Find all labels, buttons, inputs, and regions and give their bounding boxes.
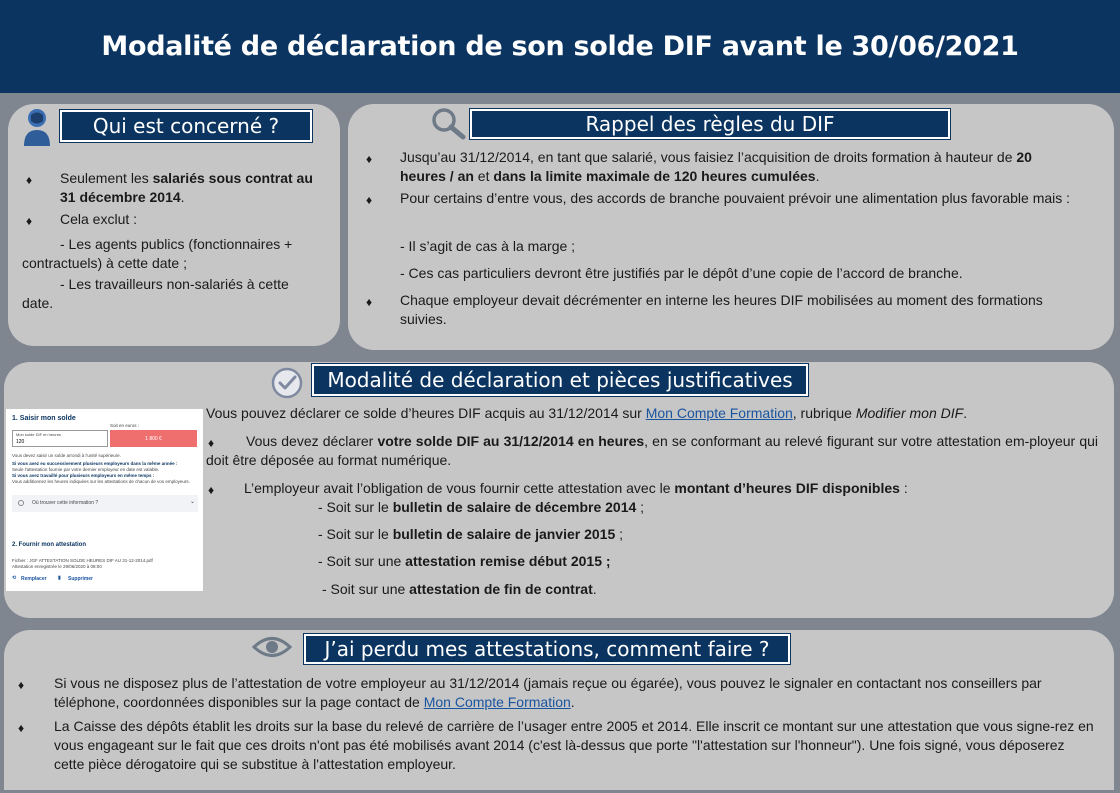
rappel-paragraph-2: Pour certains d’entre vous, des accords de branche pouvaient prévoir une alimentation plus favorable mais :: [400, 190, 1071, 206]
bullet-icon: ♦: [26, 173, 33, 187]
note-4: Si vous avez travaillé pour plusieurs employeurs en même temps :: [12, 473, 155, 478]
input-label: Mon solde DIF en heures: [16, 432, 61, 437]
bullet-icon: ♦: [18, 678, 25, 692]
eye-icon: [252, 634, 292, 660]
bullet-icon: ♦: [26, 214, 33, 228]
qui-paragraph-3: - Les agents publics (fonctionnaires + contractuels) à cette date ;: [22, 236, 293, 271]
note-2: Si vous avez eu successivement plusieurs employeurs dans la même année :: [12, 461, 178, 466]
perdu-paragraph-1: Si vous ne disposez plus de l’attestation de votre employeur au 31/12/2014 (jamais reçue ou égarée), vous pouvez le signaler en contactant nos conseillers par téléphone, coordonnées disponibles sur la page contact de Mon Compte Formation.: [54, 675, 1042, 710]
trash-icon: ▮: [58, 575, 61, 581]
replace-button[interactable]: Remplacer: [21, 576, 47, 582]
qui-paragraph-4: - Les travailleurs non-salariés à cette date.: [22, 276, 289, 311]
check-circle-icon: [270, 366, 304, 400]
rappel-paragraph-5: Chaque employeur devait décrémenter en interne les heures DIF mobilisées au moment des formations suivies.: [400, 292, 1043, 327]
form-screenshot: [6, 409, 203, 591]
info-icon: [18, 500, 24, 506]
magnifier-icon: [430, 106, 468, 140]
note-3: Seule l'attestation fournie par votre dernier employeur en date est valable.: [12, 467, 160, 472]
qui-paragraph-2: Cela exclut :: [60, 211, 138, 227]
bullet-icon: ♦: [366, 152, 373, 166]
modalite-intro: Vous pouvez déclarer ce solde d’heures DIF acquis au 31/12/2014 sur Mon Compte Formation, rubrique Modifier mon DIF.: [206, 405, 968, 421]
bullet-icon: ♦: [366, 193, 373, 207]
modalite-list-4: - Soit sur une attestation de fin de contrat.: [322, 581, 597, 597]
rappel-regles-title: Rappel des règles du DIF: [470, 109, 950, 139]
modalite-declaration-title: Modalité de déclaration et pièces justificatives: [312, 364, 808, 396]
qui-paragraph-1: Seulement les salariés sous contrat au 31 décembre 2014.: [60, 170, 313, 205]
step2-title: 2. Fournir mon attestation: [12, 542, 87, 548]
note-5: Vous additionnez les heures indiquées sur les attestations de chacun de vos employeurs.: [12, 479, 190, 484]
faq-label: Où trouver cette information ?: [32, 500, 99, 506]
page-title: Modalité de déclaration de son solde DIF avant le 30/06/2021: [101, 31, 1019, 62]
mon-compte-formation-link-2[interactable]: Mon Compte Formation: [423, 694, 571, 710]
rappel-paragraph-4: - Ces cas particuliers devront être justifiés par le dépôt d’une copie de l’accord de branche.: [400, 265, 963, 281]
modalite-bullet-1: Vous devez déclarer votre solde DIF au 31/12/2014 en heures, en se conformant au relevé figurant sur votre attestation em-ployeur qui doit être déposée au format numérique.: [206, 433, 1099, 468]
file-name: Fichier : JGF ATTESTATION SOLDE HEURES DIF AU 31-12-2014.pdf: [12, 558, 153, 563]
input-value: 120: [16, 439, 25, 445]
rappel-paragraph-1: Jusqu’au 31/12/2014, en tant que salarié, vous faisiez l’acquisition de droits formation à hauteur de 20 heures / an et dans la limite maximale de 120 heures cumulées.: [400, 149, 1032, 184]
mon-compte-formation-link[interactable]: Mon Compte Formation: [645, 405, 793, 421]
bullet-icon: ♦: [208, 436, 215, 450]
user-icon: [22, 106, 52, 146]
note-1: Vous devez saisir un solde arrondi à l'unité supérieure.: [12, 453, 121, 458]
modalite-list-3: - Soit sur une attestation remise début 2015 ;: [318, 553, 611, 569]
header-banner: [0, 0, 1120, 93]
replace-icon: ⟲: [12, 575, 17, 581]
delete-button[interactable]: Supprimer: [68, 576, 94, 582]
perdu-attestations-title: J’ai perdu mes attestations, comment faire ?: [304, 634, 790, 664]
euro-value-box: 1 800 €: [110, 430, 197, 447]
modalite-list-2: - Soit sur le bulletin de salaire de janvier 2015 ;: [318, 526, 624, 542]
qui-est-concerne-title: Qui est concerné ?: [60, 110, 312, 142]
modalite-bullet-2: L’employeur avait l’obligation de vous fournir cette attestation avec le montant d’heures DIF disponibles :: [244, 480, 908, 496]
step1-title: 1. Saisir mon solde: [12, 415, 76, 422]
faq-accordion[interactable]: [12, 495, 198, 512]
bullet-icon: ♦: [366, 295, 373, 309]
bullet-icon: ♦: [208, 483, 215, 497]
bullet-icon: ♦: [18, 721, 25, 735]
perdu-paragraph-2: La Caisse des dépôts établit les droits sur la base du relevé de carrière de l’usager entre 2005 et 2014. Elle inscrit ce montant sur une attestation que vous signe-rez en vous engageant sur le fait que ces droits n'ont pas été mobilisés avant 2014 (c'est là-dessus que porte "l'attestation sur l'honneur"). Une fois signé, vous déposerez cette pièce dérogatoire qui se substitue à l'attestation employeur.: [54, 718, 1094, 772]
rappel-paragraph-3: - Il s’agit de cas à la marge ;: [400, 238, 576, 254]
chevron-down-icon: ⌄: [190, 499, 196, 505]
euro-label: Soit en euros :: [110, 423, 140, 428]
dif-hours-input[interactable]: [12, 430, 108, 447]
saved-date: Attestation enregistrée le 29/06/2020 à 08:00: [12, 564, 102, 569]
modalite-list-1: - Soit sur le bulletin de salaire de décembre 2014 ;: [318, 499, 645, 515]
